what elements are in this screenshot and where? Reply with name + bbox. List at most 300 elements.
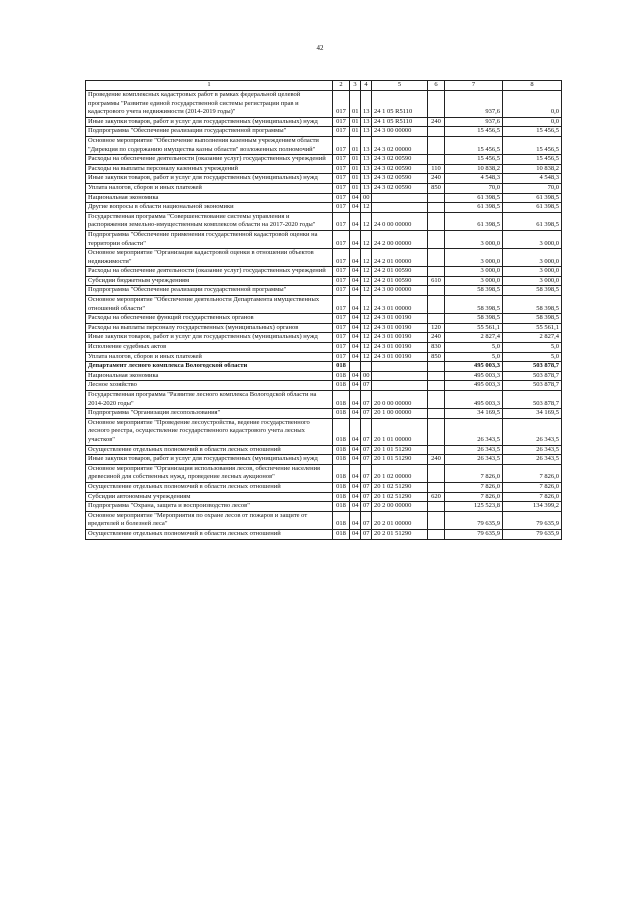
amount-year-2: 58 398,5 [503,296,562,314]
amount-year-2: 0,0 [503,117,562,127]
expense-type [428,418,445,445]
amount-year-1: 15 456,5 [445,136,503,154]
amount-year-1: 70,0 [445,183,503,193]
target-article: 24 3 01 00190 [372,314,428,324]
section-code: 04 [350,529,361,539]
table-row [86,117,562,127]
subsection-code: 12 [361,267,372,277]
amount-year-2: 5,0 [503,343,562,353]
amount-year-1: 15 456,5 [445,155,503,165]
subsection-code: 12 [361,296,372,314]
row-name: Уплата налогов, сборов и иных платежей [86,352,333,362]
table-row [86,164,562,174]
header-cell: 8 [503,81,562,91]
ministry-code: 017 [333,286,350,296]
amount-year-2: 70,0 [503,183,562,193]
ministry-code: 017 [333,230,350,248]
expense-type [428,511,445,529]
table-row [86,174,562,184]
expense-type [428,127,445,137]
amount-year-2: 5,0 [503,352,562,362]
table-row [86,183,562,193]
amount-year-2: 503 878,7 [503,371,562,381]
section-code: 04 [350,296,361,314]
table-row [86,203,562,213]
expense-type [428,249,445,267]
row-name: Подпрограмма "Обеспечение применения государственной кадастровой оценки на территории области" [86,230,333,248]
row-name: Государственная программа "Совершенствование системы управления и распоряжения земельно-имущественным комплексом области на 2017-2020 годы" [86,212,333,230]
target-article: 20 2 01 00000 [372,511,428,529]
amount-year-1: 3 000,0 [445,267,503,277]
amount-year-2: 26 343,5 [503,418,562,445]
amount-year-1: 7 826,0 [445,492,503,502]
table-row [86,296,562,314]
subsection-code: 12 [361,203,372,213]
subsection-code: 07 [361,511,372,529]
target-article: 24 3 02 00590 [372,164,428,174]
amount-year-1: 937,6 [445,91,503,118]
row-name: Исполнение судебных актов [86,343,333,353]
row-name: Осуществление отдельных полномочий в области лесных отношений [86,529,333,539]
budget-table [85,80,562,540]
table-row [86,136,562,154]
section-code: 01 [350,127,361,137]
amount-year-2: 7 826,0 [503,464,562,482]
row-name: Государственная программа "Развитие лесного комплекса Вологодской области на 2014-2020 годы" [86,391,333,409]
section-code: 04 [350,352,361,362]
amount-year-1: 495 003,3 [445,391,503,409]
expense-type [428,371,445,381]
ministry-code: 017 [333,314,350,324]
amount-year-1: 34 169,5 [445,409,503,419]
table-row [86,91,562,118]
amount-year-1: 26 343,5 [445,445,503,455]
row-name: Расходы на обеспечение деятельности (оказание услуг) государственных учреждений [86,155,333,165]
row-name: Субсидии автономным учреждениям [86,492,333,502]
amount-year-1: 58 398,5 [445,286,503,296]
table-row [86,371,562,381]
ministry-code: 017 [333,127,350,137]
target-article: 20 1 02 51290 [372,492,428,502]
subsection-code: 13 [361,183,372,193]
section-code: 04 [350,267,361,277]
target-article: 24 0 00 00000 [372,212,428,230]
subsection-code: 00 [361,371,372,381]
table-row [86,409,562,419]
expense-type: 240 [428,333,445,343]
target-article: 20 0 00 00000 [372,391,428,409]
expense-type [428,230,445,248]
ministry-code: 017 [333,193,350,203]
ministry-code: 017 [333,117,350,127]
section-code: 04 [350,249,361,267]
row-name: Департамент лесного комплекса Вологодской области [86,362,333,372]
subsection-code: 13 [361,136,372,154]
amount-year-2: 34 169,5 [503,409,562,419]
target-article: 24 3 01 00190 [372,352,428,362]
section-code: 01 [350,183,361,193]
expense-type [428,212,445,230]
amount-year-2: 7 826,0 [503,492,562,502]
expense-type [428,286,445,296]
section-code: 04 [350,492,361,502]
expense-type: 610 [428,276,445,286]
target-article: 24 2 01 00000 [372,249,428,267]
header-cell: 6 [428,81,445,91]
table-row [86,445,562,455]
expense-type [428,445,445,455]
amount-year-1: 937,6 [445,117,503,127]
amount-year-1: 495 003,3 [445,371,503,381]
expense-type [428,155,445,165]
section-code: 04 [350,343,361,353]
target-article: 24 2 00 00000 [372,230,428,248]
page-number: 42 [316,44,324,52]
subsection-code: 12 [361,230,372,248]
header-cell: 7 [445,81,503,91]
amount-year-1: 55 561,1 [445,323,503,333]
table-row [86,502,562,512]
section-code: 01 [350,164,361,174]
subsection-code: 07 [361,464,372,482]
ministry-code: 017 [333,164,350,174]
ministry-code: 018 [333,409,350,419]
amount-year-2: 61 398,5 [503,212,562,230]
amount-year-2: 55 561,1 [503,323,562,333]
amount-year-2: 79 635,9 [503,511,562,529]
section-code: 04 [350,381,361,391]
target-article: 20 1 01 51290 [372,455,428,465]
ministry-code: 017 [333,276,350,286]
expense-type: 240 [428,174,445,184]
row-name: Осуществление отдельных полномочий в области лесных отношений [86,445,333,455]
amount-year-2: 58 398,5 [503,286,562,296]
expense-type [428,482,445,492]
subsection-code: 07 [361,418,372,445]
row-name: Подпрограмма "Организация лесопользования" [86,409,333,419]
amount-year-1: 4 548,3 [445,174,503,184]
expense-type [428,464,445,482]
row-name: Основное мероприятие "Обеспечение деятельности Департамента имущественных отношений области" [86,296,333,314]
amount-year-1: 79 635,9 [445,511,503,529]
table-row [86,418,562,445]
row-name: Проведение комплексных кадастровых работ в рамках федеральной целевой программы "Развитие единой государственной системы регистрации прав и кадастрового учета недвижимости (2014-2019 годы)" [86,91,333,118]
section-code: 04 [350,203,361,213]
ministry-code: 018 [333,381,350,391]
ministry-code: 017 [333,183,350,193]
expense-type [428,203,445,213]
section-code: 04 [350,371,361,381]
amount-year-1: 15 456,5 [445,127,503,137]
amount-year-2: 2 827,4 [503,333,562,343]
subsection-code: 12 [361,323,372,333]
expense-type: 830 [428,343,445,353]
target-article: 20 1 02 51290 [372,482,428,492]
subsection-code: 13 [361,164,372,174]
section-code: 01 [350,155,361,165]
expense-type [428,362,445,372]
subsection-code [361,362,372,372]
amount-year-2: 61 398,5 [503,193,562,203]
subsection-code: 13 [361,117,372,127]
expense-type [428,502,445,512]
section-code: 04 [350,323,361,333]
section-code: 04 [350,333,361,343]
target-article [372,193,428,203]
subsection-code: 07 [361,482,372,492]
amount-year-2: 15 456,5 [503,155,562,165]
row-name: Национальная экономика [86,371,333,381]
subsection-code: 07 [361,492,372,502]
expense-type [428,381,445,391]
subsection-code: 12 [361,212,372,230]
subsection-code: 12 [361,352,372,362]
subsection-code: 07 [361,381,372,391]
target-article: 20 1 02 00000 [372,464,428,482]
subsection-code: 13 [361,155,372,165]
section-code: 04 [350,511,361,529]
ministry-code: 018 [333,502,350,512]
row-name: Подпрограмма "Обеспечение реализации государственной программы" [86,127,333,137]
row-name: Основное мероприятие "Мероприятия по охране лесов от пожаров и защите от вредителей и болезней леса" [86,511,333,529]
section-code: 01 [350,174,361,184]
table-row [86,511,562,529]
section-code: 04 [350,502,361,512]
ministry-code: 017 [333,267,350,277]
target-article: 20 2 00 00000 [372,502,428,512]
table-row [86,212,562,230]
row-name: Уплата налогов, сборов и иных платежей [86,183,333,193]
target-article: 24 2 01 00590 [372,267,428,277]
table-row [86,482,562,492]
ministry-code: 018 [333,482,350,492]
subsection-code: 07 [361,445,372,455]
amount-year-2: 26 343,5 [503,455,562,465]
header-row [86,81,562,91]
section-code: 01 [350,117,361,127]
table-body [86,81,562,540]
ministry-code: 018 [333,362,350,372]
amount-year-1: 7 826,0 [445,482,503,492]
subsection-code: 13 [361,174,372,184]
target-article: 24 2 01 00590 [372,276,428,286]
amount-year-1: 3 000,0 [445,230,503,248]
ministry-code: 017 [333,343,350,353]
row-name: Расходы на выплаты персоналу казенных учреждений [86,164,333,174]
ministry-code: 017 [333,352,350,362]
row-name: Иные закупки товаров, работ и услуг для государственных (муниципальных) нужд [86,174,333,184]
amount-year-1: 5,0 [445,343,503,353]
target-article: 24 3 01 00190 [372,333,428,343]
amount-year-2: 4 548,3 [503,174,562,184]
ministry-code: 017 [333,323,350,333]
expense-type: 240 [428,117,445,127]
table-row [86,267,562,277]
amount-year-2: 134 399,2 [503,502,562,512]
table-row [86,362,562,372]
table-row [86,455,562,465]
section-code: 04 [350,391,361,409]
table-row [86,230,562,248]
expense-type [428,529,445,539]
section-code: 04 [350,230,361,248]
ministry-code: 017 [333,136,350,154]
table-row [86,492,562,502]
row-name: Основное мероприятие "Проведение лесоустройства, ведение государственного лесного реестра, осуществление государственного кадастрового учета лесных участков" [86,418,333,445]
amount-year-2: 503 878,7 [503,381,562,391]
subsection-code: 12 [361,314,372,324]
amount-year-1: 2 827,4 [445,333,503,343]
amount-year-1: 7 826,0 [445,464,503,482]
target-article: 20 2 01 51290 [372,529,428,539]
amount-year-1: 61 398,5 [445,193,503,203]
ministry-code: 017 [333,249,350,267]
subsection-code: 07 [361,455,372,465]
target-article: 24 3 02 00590 [372,174,428,184]
subsection-code: 13 [361,127,372,137]
section-code: 04 [350,464,361,482]
expense-type: 850 [428,183,445,193]
expense-type [428,136,445,154]
expense-type [428,391,445,409]
row-name: Иные закупки товаров, работ и услуг для государственных (муниципальных) нужд [86,455,333,465]
expense-type [428,193,445,203]
subsection-code: 12 [361,333,372,343]
header-cell: 2 [333,81,350,91]
section-code: 04 [350,418,361,445]
row-name: Подпрограмма "Охрана, защита и воспроизводство лесов" [86,502,333,512]
ministry-code: 018 [333,492,350,502]
amount-year-2: 15 456,5 [503,127,562,137]
amount-year-1: 10 838,2 [445,164,503,174]
expense-type [428,409,445,419]
target-article: 24 1 05 R5110 [372,117,428,127]
amount-year-1: 125 523,8 [445,502,503,512]
expense-type [428,296,445,314]
row-name: Расходы на обеспечение функций государственных органов [86,314,333,324]
ministry-code: 018 [333,455,350,465]
subsection-code: 07 [361,502,372,512]
subsection-code: 12 [361,249,372,267]
target-article: 24 3 02 00000 [372,136,428,154]
amount-year-1: 26 343,5 [445,418,503,445]
expense-type: 620 [428,492,445,502]
row-name: Осуществление отдельных полномочий в области лесных отношений [86,482,333,492]
subsection-code: 07 [361,529,372,539]
amount-year-1: 61 398,5 [445,203,503,213]
expense-type [428,314,445,324]
ministry-code: 017 [333,203,350,213]
target-article [372,203,428,213]
amount-year-2: 0,0 [503,91,562,118]
ministry-code: 018 [333,464,350,482]
subsection-code: 12 [361,286,372,296]
expense-type [428,91,445,118]
subsection-code: 13 [361,91,372,118]
section-code: 04 [350,409,361,419]
target-article: 20 1 00 00000 [372,409,428,419]
amount-year-2: 503 878,7 [503,391,562,409]
table-row [86,155,562,165]
amount-year-2: 61 398,5 [503,203,562,213]
row-name: Иные закупки товаров, работ и услуг для государственных (муниципальных) нужд [86,117,333,127]
subsection-code: 07 [361,409,372,419]
section-code: 04 [350,193,361,203]
header-cell: 1 [86,81,333,91]
section-code: 04 [350,276,361,286]
amount-year-2: 503 878,7 [503,362,562,372]
table-row [86,529,562,539]
section-code: 04 [350,286,361,296]
ministry-code: 018 [333,445,350,455]
header-cell: 5 [372,81,428,91]
row-name: Лесное хозяйство [86,381,333,391]
amount-year-1: 495 003,3 [445,362,503,372]
section-code: 04 [350,314,361,324]
amount-year-2: 7 826,0 [503,482,562,492]
table-row [86,127,562,137]
section-code: 01 [350,91,361,118]
target-article [372,362,428,372]
subsection-code: 12 [361,276,372,286]
target-article: 20 1 01 00000 [372,418,428,445]
subsection-code: 07 [361,391,372,409]
header-cell: 4 [361,81,372,91]
amount-year-2: 3 000,0 [503,267,562,277]
amount-year-2: 79 635,9 [503,529,562,539]
row-name: Национальная экономика [86,193,333,203]
ministry-code: 017 [333,174,350,184]
expense-type: 110 [428,164,445,174]
subsection-code: 00 [361,193,372,203]
target-article [372,381,428,391]
row-name: Расходы на выплаты персоналу государственных (муниципальных) органов [86,323,333,333]
table-row [86,193,562,203]
expense-type: 850 [428,352,445,362]
target-article: 24 1 05 R5110 [372,91,428,118]
table-row [86,276,562,286]
expense-type [428,267,445,277]
row-name: Основное мероприятие "Организация использования лесов, обеспечение населения древесиной для собственных нужд, проведение лесных аукционов" [86,464,333,482]
amount-year-1: 3 000,0 [445,249,503,267]
target-article [372,371,428,381]
section-code: 01 [350,136,361,154]
amount-year-1: 58 398,5 [445,296,503,314]
row-name: Другие вопросы в области национальной экономики [86,203,333,213]
target-article: 24 3 01 00190 [372,323,428,333]
table-row [86,464,562,482]
amount-year-2: 26 343,5 [503,445,562,455]
amount-year-1: 3 000,0 [445,276,503,286]
ministry-code: 017 [333,91,350,118]
target-article: 24 3 02 00590 [372,155,428,165]
table-row [86,323,562,333]
amount-year-1: 79 635,9 [445,529,503,539]
ministry-code: 018 [333,391,350,409]
amount-year-1: 5,0 [445,352,503,362]
table-row [86,381,562,391]
amount-year-1: 58 398,5 [445,314,503,324]
ministry-code: 018 [333,511,350,529]
amount-year-1: 495 003,3 [445,381,503,391]
section-code: 04 [350,212,361,230]
subsection-code: 12 [361,343,372,353]
table-row [86,352,562,362]
expense-type: 240 [428,455,445,465]
amount-year-1: 61 398,5 [445,212,503,230]
ministry-code: 017 [333,296,350,314]
ministry-code: 018 [333,371,350,381]
